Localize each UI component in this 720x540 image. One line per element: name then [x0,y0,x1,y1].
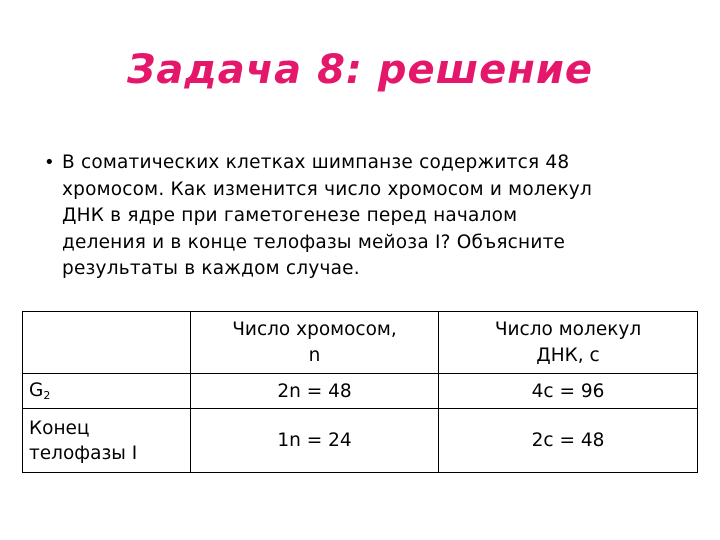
header-dna-line: ДНК, с [536,344,600,366]
cell-chromosomes: 1n = 24 [191,409,439,473]
header-dna-line: Число молекул [494,318,642,340]
header-chromosomes-line: Число хромосом, [232,318,397,340]
task-text-line: результаты в каждом случае. [62,258,360,279]
table-header-row [23,312,698,374]
cell-dna: 2c = 48 [439,409,698,473]
bullet-marker: • [44,152,55,173]
header-chromosomes [191,312,439,374]
row-label-main: G [29,380,44,401]
row-label-line: телофазы I [29,442,138,464]
row-label-telophase [23,409,191,473]
table-row-telophase [23,409,698,473]
task-text [62,150,592,283]
header-empty-cell [23,312,191,374]
header-chromosomes-line: n [308,344,321,366]
task-text-line: деления и в конце телофазы мейоза I? Объясните [62,231,566,253]
task-text-line: ДНК в ядре при гаметогенезе перед началом [62,205,518,226]
task-text-line: В соматических клетках шимпанзе содержится 48 [62,152,570,173]
solution-table [22,311,698,473]
task-bullet [44,150,694,283]
cell-chromosomes: 2n = 48 [191,374,439,409]
row-label-g2 [23,374,191,409]
table-row-g2 [23,374,698,409]
header-dna [439,312,698,374]
row-label-subscript: 2 [43,389,51,402]
cell-dna: 4c = 96 [439,374,698,409]
row-label-line: Конец [29,417,90,439]
slide-title: Задача 8: решение [126,47,593,93]
task-text-line: хромосом. Как изменится число хромосом и молекул [62,178,592,200]
